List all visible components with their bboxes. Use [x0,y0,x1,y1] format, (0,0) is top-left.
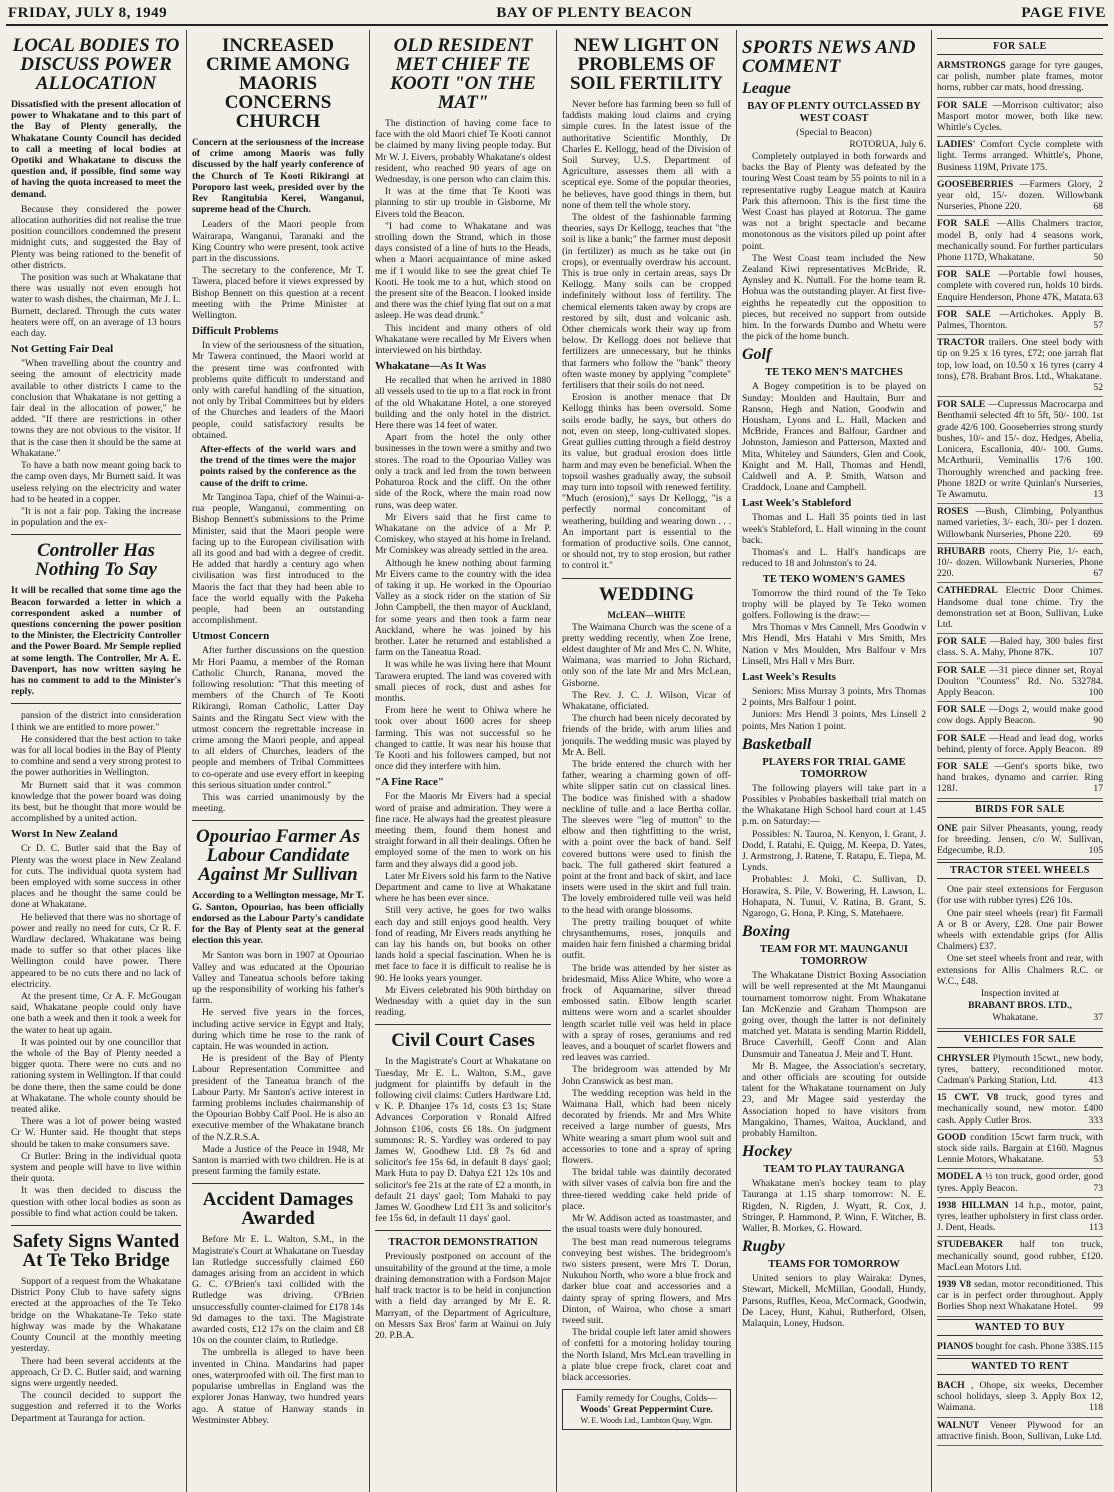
paragraphs [192,1234,364,1425]
column-5 [737,30,932,1492]
article-divider [11,1225,181,1226]
paragraph: At the present time, Cr A. F. McGougan said, Whakatane people could only have one bath a week and then it took a week for the water to heat up again. [11,991,181,1036]
paragraph: The bridal table was daintily decorated with silver vases of calvia bon fire and the three-tiered wedding cake held pride of place. [562,1167,731,1212]
classified-heading-birds: BIRDS FOR SALE [937,801,1103,818]
ad-text: —Dogs 2, would make good cow dogs. Apply Beacon. [937,704,1103,727]
ad-text: Plymouth 15cwt., new body, tyres, battery, reconditioned motor. Cadman's Parking Station, Ltd. [937,1052,1103,1087]
paragraph: "When travelling about the country and seeing the amount of electricity made available to other districts I came to the conclusion that Whakatane is not getting a fair deal in the allocation of power," he added. "If there are restrictions in other towns they are not obvious to the visitor. If that is the case then it should be the same at Whakatane." [11,358,181,459]
headline-te-kooti: OLD RESIDENT MET CHIEF TE KOOTI "ON THE MAT" [390,35,536,113]
ad-text: ½ ton truck, good order, good tyres. Apply Beacon. [937,1171,1103,1194]
paragraph: United seniors to play Wairaka: Dynes, Stewart, Mickell, McMillan, Goodall, Hundy, Parsons, Ruffles, Keoa, McCormack, Goodwin, De Lacey, Hunt, Kahui, Rutherford, Olsen, Malaquin, Loney, Hudson. [742,1273,926,1330]
ad-text: —Artichokes. Apply B. Palmes, Thornton. [937,308,1104,332]
classified-ad [937,267,1103,307]
subhead-whakatane-as-it-was: Whakatane—As It Was [375,360,487,373]
ad-lead-word: FOR SALE [937,704,986,716]
paragraphs [562,99,731,572]
paragraph: "It is not a fair pop. Taking the increase in population and the ex- [11,505,181,529]
deck-maori-crime: Concern at the seriousness of the increase of crime among Maoris was fully discussed by the half yearly conference of the Church of Te Kooti Rikirangi at Poroporo last week, presided over by the Rev Rangitubia Kerei, Wanganui, supreme head of the Church. [192,137,364,216]
paragraph: The pretty trailing bouquet of white chrysanthemums, roses, jonquils and maiden hair fern finished a charming bridal outfit. [562,916,731,962]
paragraph: Cr Butler: Bring in the individual quota system and people will have to live within their quota. [11,1150,181,1185]
ad-number: 63 [1093,291,1103,303]
wedding-names: McLEAN—WHITE [607,609,686,620]
paragraph: Cr D. C. Butler said that the Bay of Plenty was the worst place in New Zealand for cuts. The individual quota system had been employed with some success in other places and he thought the same could be done at Whakatane. [11,843,181,911]
masthead-date: FRIDAY, JULY 8, 1949 [8,5,168,21]
paragraph: For the Maoris Mr Eivers had a special word of praise and admiration. They were a fine race. He always had the greatest pleasure meeting them, found them honest and straight forward in all their dealings. Often he employed some of the men to work on his farm and they always did a good job. [375,791,551,870]
ad-lead-word: GOOSEBERRIES [937,178,1014,190]
ad-text: Comfort Cycle complete with light. Terms arranged. Whittle's, Phone, Business 119M, Private 175. [937,139,1103,173]
ad-text: truck, good tyres and mechanically sound, new motor. £400 cash. Apply Cutler Bros. [937,1092,1103,1126]
classified-ad [937,58,1103,98]
league-byline: (Special to Beacon) [796,127,872,138]
ad-lead-word: FOR SALE [937,269,991,281]
paragraphs [375,118,551,356]
ad-number: 52 [1093,382,1103,394]
ad-lead-word: CHRYSLER [937,1052,990,1064]
paragraphs [11,204,181,339]
wheels-town: Whakatane. [992,1012,1038,1024]
paragraph: Mr Burnett said that it was common knowledge that the power board was doing its best, but he thought that more would be accomplished by a united action. [11,779,181,825]
ad-text: —Gent's sports bike, two hand brakes, dynamo and carrier. Ring 128J. [937,760,1103,795]
classified-ad [937,98,1103,138]
paragraph: Still very active, he goes for two walks each day and still enjoys good health. Very fond of reading, Mr Eivers reads anything he can lay his hands on, but books on other lands hold a special fascination. When he is met face to face it is difficult to realise he is 90. He looks years younger. [375,905,551,984]
deck-power-allocation: Dissatisfied with the present allocation of power to Whakatane and to this part of the Bay of Plenty generally, the Whakatane County Council has decided to call a meeting of local bodies at Opotiki and Whakatane to discuss the question and, if possible, find some way of having the quota increased to meet the demand. [11,99,181,200]
ad-lead-word: 1939 V8 [937,1279,971,1291]
paragraph: The Waimana Church was the scene of a pretty wedding recently, when Zoe Irene, eldest daughter of Mr and Mrs C. N. White, Waimana, was married to John Richard, only son of the late Mr and Mrs McLean, Gisborne. [562,621,731,689]
ad-text: bought for cash. Phone 338S. [975,1340,1089,1352]
classified-ad [937,759,1103,799]
column-3 [370,30,557,1492]
classified-ad [937,1378,1103,1418]
ad-text: pair Silver Pheasants, young, ready for breeding. Jensen, c/o W. Sullivan, Edgecumbe, R.D. [937,822,1103,856]
column-6-classifieds [932,30,1108,1492]
section-hockey: Hockey [742,1143,792,1161]
paragraph: "I had come to Whakatane and was strolling down the Strand, which in those days consisted of a line of huts to the Heads, when a Maori acquaintance of mine asked me if I would like to see the great chief Te Kooti. He took me to a hut, which stood on the present site of the Beacon. I looked inside and there was the chief lying flat out on a mat asleep. He was dead drunk." [375,220,551,322]
classified-ad [937,177,1103,217]
article-divider [562,578,731,579]
ad-text: , Ohope, six weeks, December school holidays, sleep 3. Apply Box 12, Waimana. [937,1379,1103,1414]
subhead-worst-nz: Worst In New Zealand [11,828,118,841]
classified-ad [937,335,1103,397]
headline-golf-women: TE TEKO WOMEN'S GAMES [762,573,906,585]
headline-power-allocation: LOCAL BODIES TO DISCUSS POWER ALLOCATION [12,35,180,94]
paragraphs [192,950,364,1177]
paragraphs [742,1178,926,1234]
paragraph: The following players will take part in a Possibles v Probables basketball trial match on the Whakatane High School hard court at 1.45 p.m. on Saturday:— [742,782,926,828]
classified-heading-vehicles: VEHICLES FOR SALE [937,1031,1103,1048]
ad-lead-word: 1938 HILLMAN [937,1199,1009,1211]
classified-ad [937,1198,1103,1238]
subhead-fine-race: "A Fine Race" [375,776,445,789]
ad-number: 90 [1093,715,1103,727]
ad-lead-word: FOR SALE [937,636,987,648]
classified-ad [937,1237,1103,1277]
paragraph: Erosion is another menace that Dr Kellogg thinks has been oversold. Some soils erode badly, he says, but others do not, even on steep, long-cultivated slopes. Great gullies cutting through a field destroy its value, but gradual erosion does little harm and may even be beneficial. When the topsoil washes gradually away, the subsoil may turn into topsoil with renewed fertility. "Much (erosion)," says Dr Kellogg, "is a perfectly normal concomitant of weathering, building and wearing down . . . An important part is essential to the formation of productive soils. One cannot, or should not, try to stop erosion, but rather to control it." [562,392,731,572]
section-league: League [742,80,791,97]
ad-number: 115 [1088,1340,1103,1352]
paragraph: There was a lot of power being wasted Cr W. Hunter said. He thought that steps should be taken to make consumers save. [11,1116,181,1150]
ad-number: 413 [1088,1075,1103,1087]
ad-product: Woods' Great Peppermint Cure. [580,1404,713,1416]
paragraph: The bridal couple left later amid showers of confetti for a motoring holiday touring the North Island, Mrs McLean travelling in a plate blue crepe frock, claret coat and black accessories. [562,1327,731,1383]
paragraph: The best man read numerous telegrams conveying best wishes. The bridegroom's two sisters present, were Mrs T. Doran, Nukuhou North, who wore a blue frock and darker blue coat and accessories and a dainty spray of spring flowers, and Mrs Dinton, of Wairoa, who chose a smart tweed suit. [562,1236,731,1326]
section-sports-news: SPORTS NEWS AND COMMENT [742,37,916,77]
masthead [8,2,1106,22]
paragraphs [742,151,926,342]
paragraph: Mr Eivers celebrated his 90th birthday on Wednesday with a quiet day in the sun reading. [375,984,551,1019]
classified-ad [937,307,1103,335]
ad-number: 100 [1088,686,1103,698]
paragraph: The distinction of having come face to face with the old Maori chief Te Kooti cannot be claimed by many living people today. But Mr W. J. Eivers, probably Whakatane's oldest resident, who reached 90 years of age on Wednesday, is one person who can claim this. [375,118,551,186]
headline-tractor-demo: TRACTOR DEMONSTRATION [388,1237,538,1249]
paragraphs [375,791,551,1018]
ad-text: —Cupressus Macrocarpa and Benthamii selected 4ft to 5ft, 50/- 100. 1st grade 42/6 100. Gooseberries strong sturdy bushes, 10/- and 15/- doz. Hedges, Abelia, Lonicera, Escallonia, 40/- 100. Gums. McArthurii, Veminallis 17/6 100. Thoroughly wrenched and packing free. Phone 182D or write Quinlan's Nurseries, Te Awamutu. [937,399,1103,500]
classified-list [937,1378,1103,1446]
paragraphs [742,686,926,732]
paragraph: Later Mr Eivers sold his farm to the Native Department and came to live at Whakatane where he has been ever since. [375,870,551,905]
paragraph: One pair steel wheels (rear) fit Farmall A or B or Avery, £28. One pair Bower wheels with extendable grips (for Allis Chalmers) £37. [937,907,1103,953]
paragraph: The umbrella is alleged to have been invented in China. Mandarins had paper ones, waterproofed with oil. The first man to popularise umbrellas in England was the explorer Jonas Hanway, two hundred years ago. A statue of Hanway stands in Westminster Abbey. [192,1347,364,1426]
paragraphs [562,622,731,1384]
paragraph: pansion of the district into consideration I think we are entitled to more power." [11,710,181,733]
masthead-rule [6,24,1108,26]
paragraph: The secretary to the conference, Mr T. Tawera, placed before it views expressed by Bishop Bennett on this question at a recent meeting with the Prime Minister at Wellington. [192,265,364,322]
ad-lead-word: ONE [937,822,958,834]
ad-number: 105 [1088,844,1103,856]
ad-number: 118 [1088,1402,1103,1414]
ad-number: 57 [1093,320,1103,332]
paragraph: Made a Justice of the Peace in 1948, Mr Santon is married with two children. He is at present farming the family estate. [192,1143,364,1178]
classified-ad [937,544,1103,584]
article-divider [375,1230,551,1231]
paragraphs [192,645,364,814]
paragraphs [375,1056,551,1224]
subhead-difficult-problems: Difficult Problems [192,325,279,338]
paragraph: It was pointed out by one councillor that the whole of the Bay of Plenty needed a bigger quota. There were no cuts and no rationing system in Wellington. If that could be done there, then the same could be done at Whakatane. The whole county should be treated alike. [11,1036,181,1116]
paragraphs [192,340,364,441]
ad-text: —Portable fowl houses, complete with covered run, holds 10 birds. Enquire Henderson, Phone 47K, Matata. [937,269,1103,303]
ad-lead-word: RHUBARB [937,545,985,557]
section-basketball: Basketball [742,735,812,753]
ad-text: half ton truck, mechanically sound, good rubber, £120. MacLean Motors Ltd. [937,1239,1103,1273]
columns [6,30,1108,1492]
paragraph: Seniors: Miss Murray 3 points, Mrs Thomas 2 points, Mrs Balfour 1 point. [742,685,926,709]
paragraphs [742,512,926,569]
paragraph: A Bogey competition is to be played on Sunday: Moulden and Haultain, Burr and Ranson, Hegh and Nation, Goodwin and Housham, Lyons and L. Hall, Macken and McBride, Frances and Balfour, Gardner and Johnston, Jamieson and Patterson, Maxted and Mita, Whiteley and Saunders, Glen and Cook, Knight and M. Hall, Thomas and Hendl, Caldwell and A. P. Smith, Watson and Craddock, Loane and Campbell. [742,381,926,494]
ad-number: 107 [1088,647,1103,659]
advertisement-peppermint-cure [562,1389,731,1430]
ad-lead-word: ROSES [937,506,969,518]
paragraph: The bride entered the church with her father, wearing a charming gown of off-white slipper satin cut on classical lines. The bodice was finished with a shadow neckline of tulle and a lace Bertha collar. The sleeves were "leg of mutton" to the elbow and then tightfitting to the wrist, with a point over the back of band. Self covered buttons were used to finish the back. The full gathered skirt featured a point at the front and back of skirt, and lace insets were used in the skirt and full train. The lovely embroidered tulle veil was held to the head with orange blossoms. [562,758,731,916]
article-divider [11,534,181,535]
paragraph: To have a bath now meant going back to the camp oven days, Mr Burnett said. It was useless relying on the electricity and water had to be heated in a copper. [11,460,181,505]
paragraphs [11,843,181,1219]
classified-ad [937,1051,1103,1091]
classified-ad [937,504,1103,544]
deck-after-effects: After-effects of the world wars and the trend of the times were the major points raised by the conference as the cause of the drift to crime. [200,444,356,489]
headline-labour-candidate: Opouriao Farmer As Labour Candidate Against Mr Sullivan [196,826,360,886]
paragraphs [11,358,181,528]
headline-wedding: WEDDING [598,583,694,605]
paragraph: It was at the time that Te Kooti was planning to stir up trouble in Gisborne, Mr Eivers told the Beacon. [375,186,551,220]
ad-lead-word: WALNUT [937,1419,980,1431]
ad-number: 89 [1093,743,1103,755]
classified-ad [937,821,1103,861]
masthead-title: BAY OF PLENTY BEACON [496,5,693,21]
ad-text: —31 piece dinner set, Royal Doulton "Countess" Rd. No. 532784. Apply Beacon. [937,664,1103,698]
paragraphs [11,1276,181,1424]
paragraphs [375,375,551,772]
ad-text: —Head and lead dog, works behind, plenty of force. Apply Beacon. [937,732,1103,755]
ad-text: trailers. One steel body with tip on 9.25 x 16 tyres, £72; one jarrah flat top, low load, on 10.50 x 16 tyres (carry 4 tons), £78. Brabant Bros. Ltd., Whakatane. [937,337,1103,382]
classified-ad [937,731,1103,759]
paragraph: After further discussions on the question Mr Hori Paamu, a member of the Roman Catholic Church, Ranana, moved the following resolution: "That this meeting of members of the Church of Te Kooti Rikirangi, Roman Catholic, Latter Day Saints and the Ringatu Sect view with the utmost concern the regrettable increase in crime among the Maori people, and appeal to all elders of Churches, leaders of the people and members of Tribal Committees to co-operate and use every effort in keeping this serious situation under control." [192,645,364,791]
ad-text: —Bush, Climbing, Polyanthus named varieties, 3/- each, 30/- per 1 dozen. Willowbank Nurseries, Phone 220. [937,506,1103,540]
paragraph: Thomas and L. Hall 35 points tied in last week's Stableford, L. Hall winning in the count back. [742,512,926,546]
paragraph: In view of the seriousness of the situation, Mr Tawera continued, the Maori world at the present time was confronted with problems quite difficult to understand and only with careful handling of the situation, not only by Tribal Committees but by elders of the Churches and leaders of the Maori people, could satisfactory results be obtained. [192,340,364,441]
paragraph: The Rev. J. C. J. Wilson, Vicar of Whakatane, officiated. [562,689,731,712]
ad-number: 113 [1088,1222,1103,1234]
article-divider [375,1024,551,1025]
headline-maori-crime: INCREASED CRIME AMONG MAORIS CONCERNS CHURCH [205,35,351,132]
ad-lead-word: STUDEBAKER [937,1239,1004,1251]
column-2 [187,30,370,1492]
paragraph: It was then decided to discuss the question with other local bodies as soon as possible to find what action could be taken. [11,1185,181,1219]
ad-number: 37 [1093,1012,1103,1024]
paragraph: In the Magistrate's Court at Whakatane on Tuesday, Mr E. L. Walton, S.M., gave judgment for plaintiffs by default in the following civil claims: Cutlers Hardware Ltd. v K. P. Dhanjee 17s 1d, costs £3 1s; State Advances Corporation v Ronald Alfred Johnson £106, costs £6 18s. On judgment summons: R. S. Yardley was ordered to pay James W. Goodhew Ltd. £8 7s 6d and solicitor's fee 15s 6d, in default 8 days' gaol; Mark Huta to pay D. Dahya £21 12s 10s and solicitor's fee 21s at the rate of £2 a month, in default 21 days' gaol; Tom Mahaki to pay James W. Goodhew Ltd £11 3s and solicitor's fee 15s 6d, in default 11 days' gaol. [375,1056,551,1225]
paragraph: Never before has farming been so full of faddists making loud claims and crying simple cures. In the latest issue of the authoritative Scientific Monthly, Dr Charles E. Kellogg, head of the Division of Soil Survey, U.S. Department of Agriculture, assesses them all with a sceptical eye. Some of the popular theories, he believes, have good things in them, but none of them tell the whole story. [562,99,731,211]
paragraph: The council decided to support the suggestion and referred it to the Works Department at Tauranga for action. [11,1390,181,1424]
paragraph: The bride was attended by her sister as bridesmaid, Miss Alice White, who wore a frock of Aquamarine, silver thread embossed satin. Elbow length scarlet mittens were worn and a scarlet shoulder length scarlet tulle veil was held in place with a spray of roses, geraniums and red leaves, and a bouquet of scarlet flowers and red leaves was carried. [562,962,731,1064]
headline-boxing: TEAM FOR MT. MAUNGANUI TOMORROW [760,944,908,968]
paragraph: Completely outplayed in both forwards and backs the Bay of Plenty was defeated by the touring West Coast team by 55 points to nil in a representative rugby League match at Kauira Park this afternoon. This is the first time the West Coast has played at Rotorua. The game was not a bright spectacle and became monotonous as the visitors piled up point after point. [742,151,926,252]
ad-text: 14 h.p., motor, paint, tyres, leather upholstery in first class order. J. Dent, Heads. [937,1199,1103,1234]
classified-ad [937,663,1103,703]
paragraph: Tomorrow the third round of the Te Teko trophy will be played by Te Teko women golfers. Following is the draw:— [742,587,926,621]
headline-rugby: TEAMS FOR TOMORROW [768,1259,900,1271]
paragraphs [937,884,1103,987]
deck-controller: It will be recalled that some time ago the Beacon forwarded a letter in which a correspondent asked a number of questions concerning the power position to the Minister, the Electricity Controller and the Power Board. Mr Semple replied at some length. The Controller, Mr A. E. Davenport, has now written saying he has no comment to add to the Minister's reply. [11,585,181,698]
classified-ad [937,397,1103,504]
paragraph: This was carried unanimously by the meeting. [192,791,364,815]
paragraph: He recalled that when he arrived in 1880 all vessels used to tie up to a flat rock in front of the old Whakatane Hotel, a one storeyed building and the only hotel in the district. Here there was 14 feet of water. [375,375,551,432]
ad-text: Electric Door Chimes. Handsome dual tone chime. Try the demonstration set at Boon, Sullivan, Luke Ltd. [937,585,1103,630]
ad-lead-word: GOOD [937,1131,967,1143]
classified-heading-wheels: TRACTOR STEEL WHEELS [937,862,1103,879]
paragraph: He believed that there was no shortage of power and really no need for cuts, Cr R. F. Wardlaw declared. Whakatane was being made to suffer so that other places like Wellington could have power. There appeared to be no cuts there and no lack of electricity. [11,911,181,990]
ad-text: —Baled hay, 300 bales first class. S. A. Mahy, Phone 87K. [937,636,1103,659]
paragraph: Whakatane men's hockey team to play Tauranga at 1.15 sharp tomorrow: N. E. Rigden, N. Rigden, J. Wyatt, R. Cox, J. Stringer, P. Hammond, P. Winn, F. Witcher, B. Waller, B. Morkes, G. Howard. [742,1178,926,1235]
ad-lead-word: TRACTOR [937,337,985,349]
ad-text: garage for tyre gauges, car polish, number plate frames, motor horns, rubber car mats, hood dressing. [937,60,1103,94]
paragraph: He considered that the best action to take was for all local bodies in the Bay of Plenty to combine and send a very strong protest to the power authorities in Wellington. [11,733,181,779]
classified-ad [937,1090,1103,1130]
ad-text: condition 15cwt farm truck, with stock side rails. Bargain at £160. Magnus Lennie Motors, Whakatane. [937,1131,1103,1166]
classified-list [937,58,1103,799]
paragraph: Before Mr E. L. Walton, S.M., in the Magistrate's Court at Whakatane on Tuesday Ian Rutledge successfully claimed £60 damages arising from an accident in which G. C. O'Brien's taxi collided with the Rutledge was driving. O'Brien unsuccessfully counter-claimed for £178 14s 9d damages to the taxi. The Magistrate awarded costs, £12 17s on the claim and £8 10s on the counter claim, to Rutledge. [192,1234,364,1347]
paragraph: Probables: J. Moki, C. Sullivan, D. Horawira, S. Pile, V. Bowering, H. Lawson, L. Hohapata, N. Tunui, V. Ratina, B. Grant, S. Ngarogo, G. Hona, P. King, S. Matehaere. [742,874,926,919]
classified-ad [937,137,1103,177]
ad-number: 17 [1093,783,1103,795]
paragraph: Possibles: N. Tauroa, N. Kenyon, I. Grant, J. Dodd, I. Ratahi, E. Quigg, M. Keepa, D. Yates, J. Armstrong, J. Ratene, T. Ratapu, E. Tiepa, M. Lynds. [742,828,926,874]
paragraphs [742,783,926,919]
ad-number: 13 [1093,488,1103,500]
ad-lead-word: 15 CWT. V8 [937,1092,999,1104]
subhead-utmost-concern: Utmost Concern [192,630,270,643]
subhead-fair-deal: Not Getting Fair Deal [11,343,114,356]
headline-civil-court: Civil Court Cases [391,1030,535,1052]
paragraph: Support of a request from the Whakatane District Pony Club to have safety signs erected at the approaches of the Te Teko bridge on the Whakatane-Te Teko state highway was made by the Whakatane County Council at the monthly meeting yesterday. [11,1276,181,1355]
headline-hockey: TEAM TO PLAY TAURANGA [763,1164,905,1176]
paragraph: Mr B. Magee, the Association's secretary, and other officials are scouting for outside talent for the Whakatane tournament on July 23, and Mr Magee said yesterday the Association hoped to have visitors from Mangakino, Thames, Waitoa, Auckland, and probably Hamilton. [742,1060,926,1140]
paragraphs [742,381,926,493]
paragraphs [375,1251,551,1341]
ad-number: 50 [1093,252,1103,264]
paragraph: One set steel wheels front and rear, with extensions for Allis Chalmers R.C. or W.C., £48. [937,953,1103,987]
classified-ad [937,216,1103,267]
section-boxing: Boxing [742,923,791,941]
ad-text: sedan, motor reconditioned. This car is in perfect order throughout. Apply Borlies Shop next Whakatane Hotel. [937,1279,1103,1313]
paragraph: Previously postponed on account of the unsuitability of the ground at the time, a mole draining demonstration with a Fordson Major half track tractor is to be held in conjunction with a field day arranged by Mr E. R. Marryatt, of the Department of Agriculture, on Messrs Sax Bros' farm at Wainui on July 20. P.B.A. [375,1251,551,1341]
ad-lead-word: ARMSTRONGS [937,60,1006,71]
ad-lead-word: PIANOS [937,1340,974,1352]
paragraph: This incident and many others of old Whakatane were recalled by Mr Eivers when interviewed on his birthday. [375,322,551,357]
ad-number: 68 [1093,201,1103,213]
ad-lead-word: FOR SALE [937,399,986,411]
ad-maker: W. E. Woods Ltd., Lambton Quay, Wgtn. [580,1416,713,1426]
paragraph: The Whakatane District Boxing Association will be well represented at the Mt Maunganui tournament tomorrow night. From Whakatane Ian McKenzie and Graham Thompson are going over, though the latter is not definitely matched yet. Matata is sending Martin Riddell, Bruce Caverhill, Geoff Conn and Alan Dunsmuir and Taneatua J. Meir and T. Hunt. [742,970,926,1060]
classified-ad [937,1277,1103,1317]
ad-number: 99 [1093,1301,1103,1313]
classified-ad [937,1169,1103,1197]
ad-text: —Farmers Glory, 2 year old, 15/- dozen. Willowbank Nurseries, Phone 220. [937,178,1103,213]
headline-accident-damages: Accident Damages Awarded [202,1189,354,1230]
classified-wheels [937,882,1103,1028]
section-rugby: Rugby [742,1238,785,1256]
paragraph: The position was such at Whakatane that there was usually not even enough hot water to wash dishes, the chairman, Mr J. L. Burnett, declared. Through the cuts water heaters were off, on an average of 13 hours each day. [11,272,181,340]
ad-lead-word: LADIES' [937,139,976,151]
ad-number: 73 [1093,1182,1103,1194]
paragraph: Thomas's and L. Hall's handicaps are reduced to 18 and Johnston's to 24. [742,547,926,570]
paragraph: The church had been nicely decorated by friends of the bride, with arum lilies and jonquils. The wedding music was played by Mr A. Bell. [562,713,731,758]
paragraph: Apart from the hotel the only other businesses in the town were a smithy and two stores. The road to the Opouriao Valley was only a track and led from the town between Pohaturoa Rock and the cliff. On the other side of the Rock, where the main road now runs, was deep water. [375,432,551,511]
column-1 [6,30,187,1492]
paragraphs [11,710,181,824]
ad-lead-word: FOR SALE [937,99,988,111]
paragraphs [192,492,364,626]
classified-list [937,1339,1103,1356]
ad-text: —Allis Chalmers tractor, model B, only had 4 seasons work, mechanically sound. For further particulars Phone 117D, Whakatane. [937,218,1103,264]
ad-lead-word: MODEL A [937,1171,983,1183]
paragraph: Leaders of the Maori people from Wairarapa, Wanganui, Taranaki and the King Country who were present, took active part in the discussions. [192,219,364,265]
paragraph: Juniors: Mrs Hendl 3 points, Mrs Linsell 2 points, Mrs Nation 1 point. [742,709,926,732]
deck-labour-candidate: According to a Wellington message, Mr T. G. Santon, Opouriao, has been officially endorsed as the Labour Party's candidate for the Bay of Plenty seat at the general election this year. [192,890,364,947]
paragraph: One pair steel extensions for Ferguson (for use with rubber tyres) £26 10s. [937,884,1103,907]
headline-basketball: PLAYERS FOR TRIAL GAME TOMORROW [762,756,906,780]
paragraph: Mr W. Addison acted as toastmaster, and the usual toasts were duly honoured. [562,1213,731,1236]
paragraph: Mr Eivers said that he first came to Whakatane on the advice of a Mr P. Comiskey, who stayed at his home in Ireland. Mr Comiskey was already settled in the area. [375,511,551,557]
paragraph: Because they considered the power allocation authorities did not realise the true position councillors condemned the present midnight cuts, and suggested the Bay of Plenty was being rationed to the benefit of other districts. [11,203,181,271]
ad-number: 69 [1093,528,1103,540]
league-dateline: ROTORUA, July 6. [849,139,926,150]
article-divider [192,1183,364,1184]
ad-number: 333 [1088,1114,1103,1126]
headline-league: BAY OF PLENTY OUTCLASSED BY WEST COAST [747,101,921,124]
paragraph: The wedding reception was held in the Waimana Hall, which had been nicely decorated by friends. Mr and Mrs White received a large number of guests, Mrs White wearing a smart plum wool suit and accessories to tone and a spray of spring flowers. [562,1087,731,1167]
paragraph: Although he knew nothing about farming Mr Eivers came to the country with the idea of taking it up. He worked in the Opouriao Valley as a stock rider on the station of Sir John Campbell, the then mayor of Auckland, for some years and then took a farm near Auckland, where he was joined by his brother. Later he returned and established a farm on the Taneatua Road. [375,557,551,659]
subhead-results: Last Week's Results [742,670,836,683]
classified-ad [937,702,1103,730]
paragraph: From here he went to Ohiwa where he took over about 1600 acres for sheep farming. This was not successful so he changed to cattle. It was near his house that Te Kooti and his followers camped, but not once did they interfere with him. [375,705,551,773]
headline-soil-fertility: NEW LIGHT ON PROBLEMS OF SOIL FERTILITY [570,35,723,94]
paragraph: Mr Santon was born in 1907 at Opouriao Valley and was educated at the Opouriao Valley and Taneatua schools before taking up the responsibility of working his father's farm. [192,950,364,1007]
classified-list [937,1051,1103,1317]
ad-lead-word: FOR SALE [937,760,989,772]
classified-ad [937,1339,1103,1356]
classified-ad [937,634,1103,662]
paragraph: He served five years in the forces, including active service in Egypt and Italy, during which time he rose to the rank of captain. He was wounded in action. [192,1007,364,1053]
ad-lead-word: FOR SALE [937,664,986,676]
paragraph: Mrs Thomas v Mrs Cannell, Mrs Goodwin v Mrs Hendl, Mrs Hatahi v Mrs Smith, Mrs Nation v Mrs Moulden, Mrs Balfour v Mrs Linsell, Mrs Hall v Mrs Burr. [742,622,926,667]
column-4 [557,30,737,1492]
paragraph: The bridegroom was attended by Mr John Cranswick as best man. [562,1064,731,1087]
paragraph: There had been several accidents at the approach, Cr D. C. Butler said, and warning signs were urgently needed. [11,1355,181,1389]
classified-heading-wanted-rent: WANTED TO RENT [937,1358,1103,1375]
subhead-stableford: Last Week's Stableford [742,497,852,510]
classified-list [937,821,1103,861]
paragraph: Mr Tanginoa Tapa, chief of the Wainui-a-rua people, Wanganui, commenting on Bishop Bennett's submissions to the Prime Minister, said that the Maori people were facing up to the European civilisation with all its good and bad with a degree of credit. He added that hardly a century ago when civilisation was first introduced to the Maoris the fact that they had been able to face the world equally with the Pakeha people, had been an outstanding accomplishment. [192,491,364,627]
paragraphs [742,588,926,667]
headline-controller: Controller Has Nothing To Say [35,540,157,581]
ad-number: 53 [1093,1154,1103,1166]
ad-lead-word: FOR SALE [937,308,991,320]
paragraphs [192,219,364,321]
ad-text: —Morrison cultivator; also Masport motor mower, both like new. Whittle's Cycles. [937,99,1103,134]
wheels-location [937,1012,1103,1023]
paragraph: He is president of the Bay of Plenty Labour Representation Committee and president of the Taneatua branch of the Labour Party. Mr Santon's active interest in farming problems includes chairmanship of the Opouriao Bobby Calf Pool. He is also an executive member of the Whakatane branch of the N.Z.R.S.A. [192,1053,364,1143]
classified-ad [937,1130,1103,1170]
classified-heading-wanted-buy: WANTED TO BUY [937,1319,1103,1336]
paragraphs [742,1273,926,1329]
ad-number: 67 [1093,568,1103,580]
ad-lead-word: CATHEDRAL [937,585,998,597]
ad-lead-word: FOR SALE [937,732,986,744]
classified-ad [937,583,1103,634]
classified-heading-for-sale: FOR SALE [937,38,1103,55]
wheels-advertiser: BRABANT BROS. LTD., [968,1000,1072,1012]
article-divider [11,703,181,704]
paragraphs [742,970,926,1139]
ad-text: roots, Cherry Pie, 1/- each, 10/- dozen. Willowbank Nurseries, Phone 220. [937,545,1103,580]
ad-lead-word: FOR SALE [937,218,990,230]
ad-text: Veneer Plywood for an attractive finish. Boon, Sullivan, Luke Ltd. [937,1419,1103,1442]
headline-safety-signs: Safety Signs Wanted At Te Teko Bridge [12,1231,180,1272]
masthead-page-number: PAGE FIVE [1021,5,1106,21]
paragraph: The oldest of the fashionable farming theories, says Dr Kellogg, teaches that "the soil is like a bank;" the farmer must deposit (in fertilizer) as much as he take out (in crops), or eventually overdraw his account. This is true only in certain areas, says Dr Kellogg. Many soils can be cropped indefinitely without loss of fertility. The chemical elements taken away by crops are restored by silt, dust and volcanic ash. Other chemicals work their way up from below. Dr Kellogg does not believe that fertilizers are unnecessary, but he thinks that farmers who follow the "bank" theory often waste money by applying "complete" fertilisers that their soils do not need. [562,212,731,392]
paragraph: The West Coast team included the New Zealand Kiwi representatives McBride, R. Aynsley and K. Nuttall. For the home team R. Hohua was the outstanding player. At first five-eighths he repeatedly cut the opposition to pieces, but received no support from outside him. In the forwards Dumbo and Whetu were the pick of the home bunch. [742,252,926,343]
headline-golf-men: TE TEKO MEN'S MATCHES [765,367,903,379]
ad-lead-word: BACH [937,1379,965,1391]
paragraph: It was while he was living here that Mount Tarawera erupted. The land was covered with small pieces of rock, dust and ashes for months. [375,659,551,704]
ad-line: Family remedy for Coughs, Colds— [576,1393,717,1405]
section-golf: Golf [742,346,772,364]
classified-ad [937,1418,1103,1446]
article-divider [192,820,364,821]
wheels-inspection: Inspection invited at [980,988,1060,1000]
